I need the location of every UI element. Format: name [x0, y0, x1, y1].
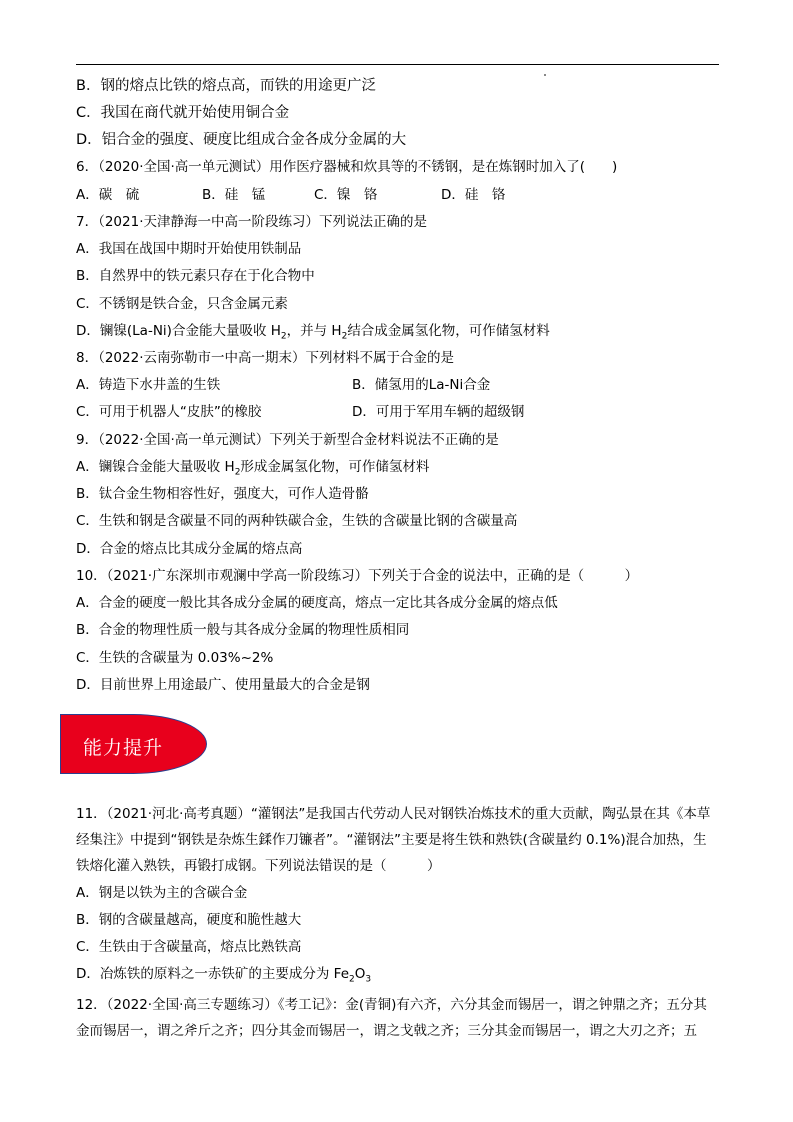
q10-option-c: C．生铁的含碳量为 0.03%~2%: [76, 650, 274, 666]
section-badge-label: 能力提升: [83, 737, 164, 759]
q12-stem-line2: 金而锡居一，谓之斧斤之齐；四分其金而锡居一，谓之戈戟之齐；三分其金而锡居一，谓之大刃之齐；五: [76, 1023, 697, 1039]
q9-option-a: A．镧镍合金能大量吸收 $H_2$形成金属氢化物，可作储氢材料: [76, 459, 430, 478]
q7-option-d: D．镧镍(La-Ni)合金能大量吸收 $H_2$，并与 $H_2$结合成金属氢化物，可作储氢材料: [76, 323, 550, 342]
q5-option-c: C．我国在商代就开始使用铜合金: [76, 105, 290, 121]
q9-option-c: C．生铁和钢是含碳量不同的两种铁碳合金，生铁的含碳量比钢的含碳量高: [76, 513, 518, 529]
q12-stem-line1: 12．（2022·全国·高三专题练习）《考工记》：金(青铜)有六齐，六分其金而锡居一，谓之钟鼎之齐；五分其: [76, 997, 707, 1013]
q10-option-a: A．合金的硬度一般比其各成分金属的硬度高，熔点一定比其各成分金属的熔点低: [76, 595, 558, 611]
q8-option-a: A．铸造下水井盖的生铁: [76, 377, 221, 393]
section-badge: [60, 714, 207, 774]
q11-option-b: B．钢的含碳量越高，硬度和脆性越大: [76, 912, 302, 928]
header-rule: [76, 64, 719, 65]
q6-option-d: D．硅 铬: [441, 187, 506, 203]
q8-option-c: C．可用于机器人“皮肤”的橡胶: [76, 404, 262, 420]
q10-stem: 10．（2021·广东深圳市观澜中学高一阶段练习）下列关于合金的说法中，正确的是（ ）: [76, 568, 639, 584]
q9-option-b: B．钛合金生物相容性好，强度大，可作人造骨骼: [76, 486, 369, 502]
q6-option-b: B．硅 锰: [202, 187, 266, 203]
q5-option-d: D．铝合金的强度、硬度比组成合金各成分金属的大: [76, 132, 407, 148]
q11-option-c: C．生铁由于含碳量高，熔点比熟铁高: [76, 939, 302, 955]
q7-option-c: C．不锈钢是铁合金，只含金属元素: [76, 296, 288, 312]
q11-stem-line3: 铁熔化灌入熟铁，再锻打成钢。下列说法错误的是（ ）: [76, 858, 441, 874]
q6-option-c: C．镍 铬: [314, 187, 378, 203]
q8-option-d: D．可用于军用车辆的超级钢: [352, 404, 525, 420]
q9-stem: 9．（2022·全国·高一单元测试）下列关于新型合金材料说法不正确的是: [76, 432, 499, 448]
q7-option-b: B．自然界中的铁元素只存在于化合物中: [76, 268, 315, 284]
q10-option-b: B．合金的物理性质一般与其各成分金属的物理性质相同: [76, 622, 410, 638]
q9-option-d: D．合金的熔点比其成分金属的熔点高: [76, 541, 303, 557]
q7-stem: 7．（2021·天津静海一中高一阶段练习）下列说法正确的是: [76, 214, 427, 230]
q11-stem-line2: 经集注》中提到“钢铁是杂炼生鍒作刀镰者”。“灌钢法”主要是将生铁和熟铁(含碳量约 0.1%)混合加热，生: [76, 832, 707, 848]
q8-option-b: B．储氢用的La-Ni合金: [352, 377, 491, 393]
q6-stem: 6．（2020·全国·高一单元测试）用作医疗器械和炊具等的不锈钢，是在炼钢时加入了( ): [76, 159, 618, 175]
header-dot: [544, 74, 546, 76]
q11-option-d: D．冶炼铁的原料之一赤铁矿的主要成分为 $Fe_2O_3$: [76, 966, 372, 985]
q7-option-a: A．我国在战国中期时开始使用铁制品: [76, 241, 302, 257]
q8-stem: 8．（2022·云南弥勒市一中高一期末）下列材料不属于合金的是: [76, 350, 454, 366]
q10-option-d: D．目前世界上用途最广、使用量最大的合金是钢: [76, 677, 370, 693]
q5-option-b: B．钢的熔点比铁的熔点高，而铁的用途更广泛: [76, 78, 376, 94]
q11-option-a: A．钢是以铁为主的含碳合金: [76, 885, 248, 901]
q11-stem-line1: 11．（2021·河北·高考真题）“灌钢法”是我国古代劳动人民对钢铁冶炼技术的重大贡献，陶弘景在其《本草: [76, 806, 711, 822]
q6-option-a: A．碳 硫: [76, 187, 140, 203]
